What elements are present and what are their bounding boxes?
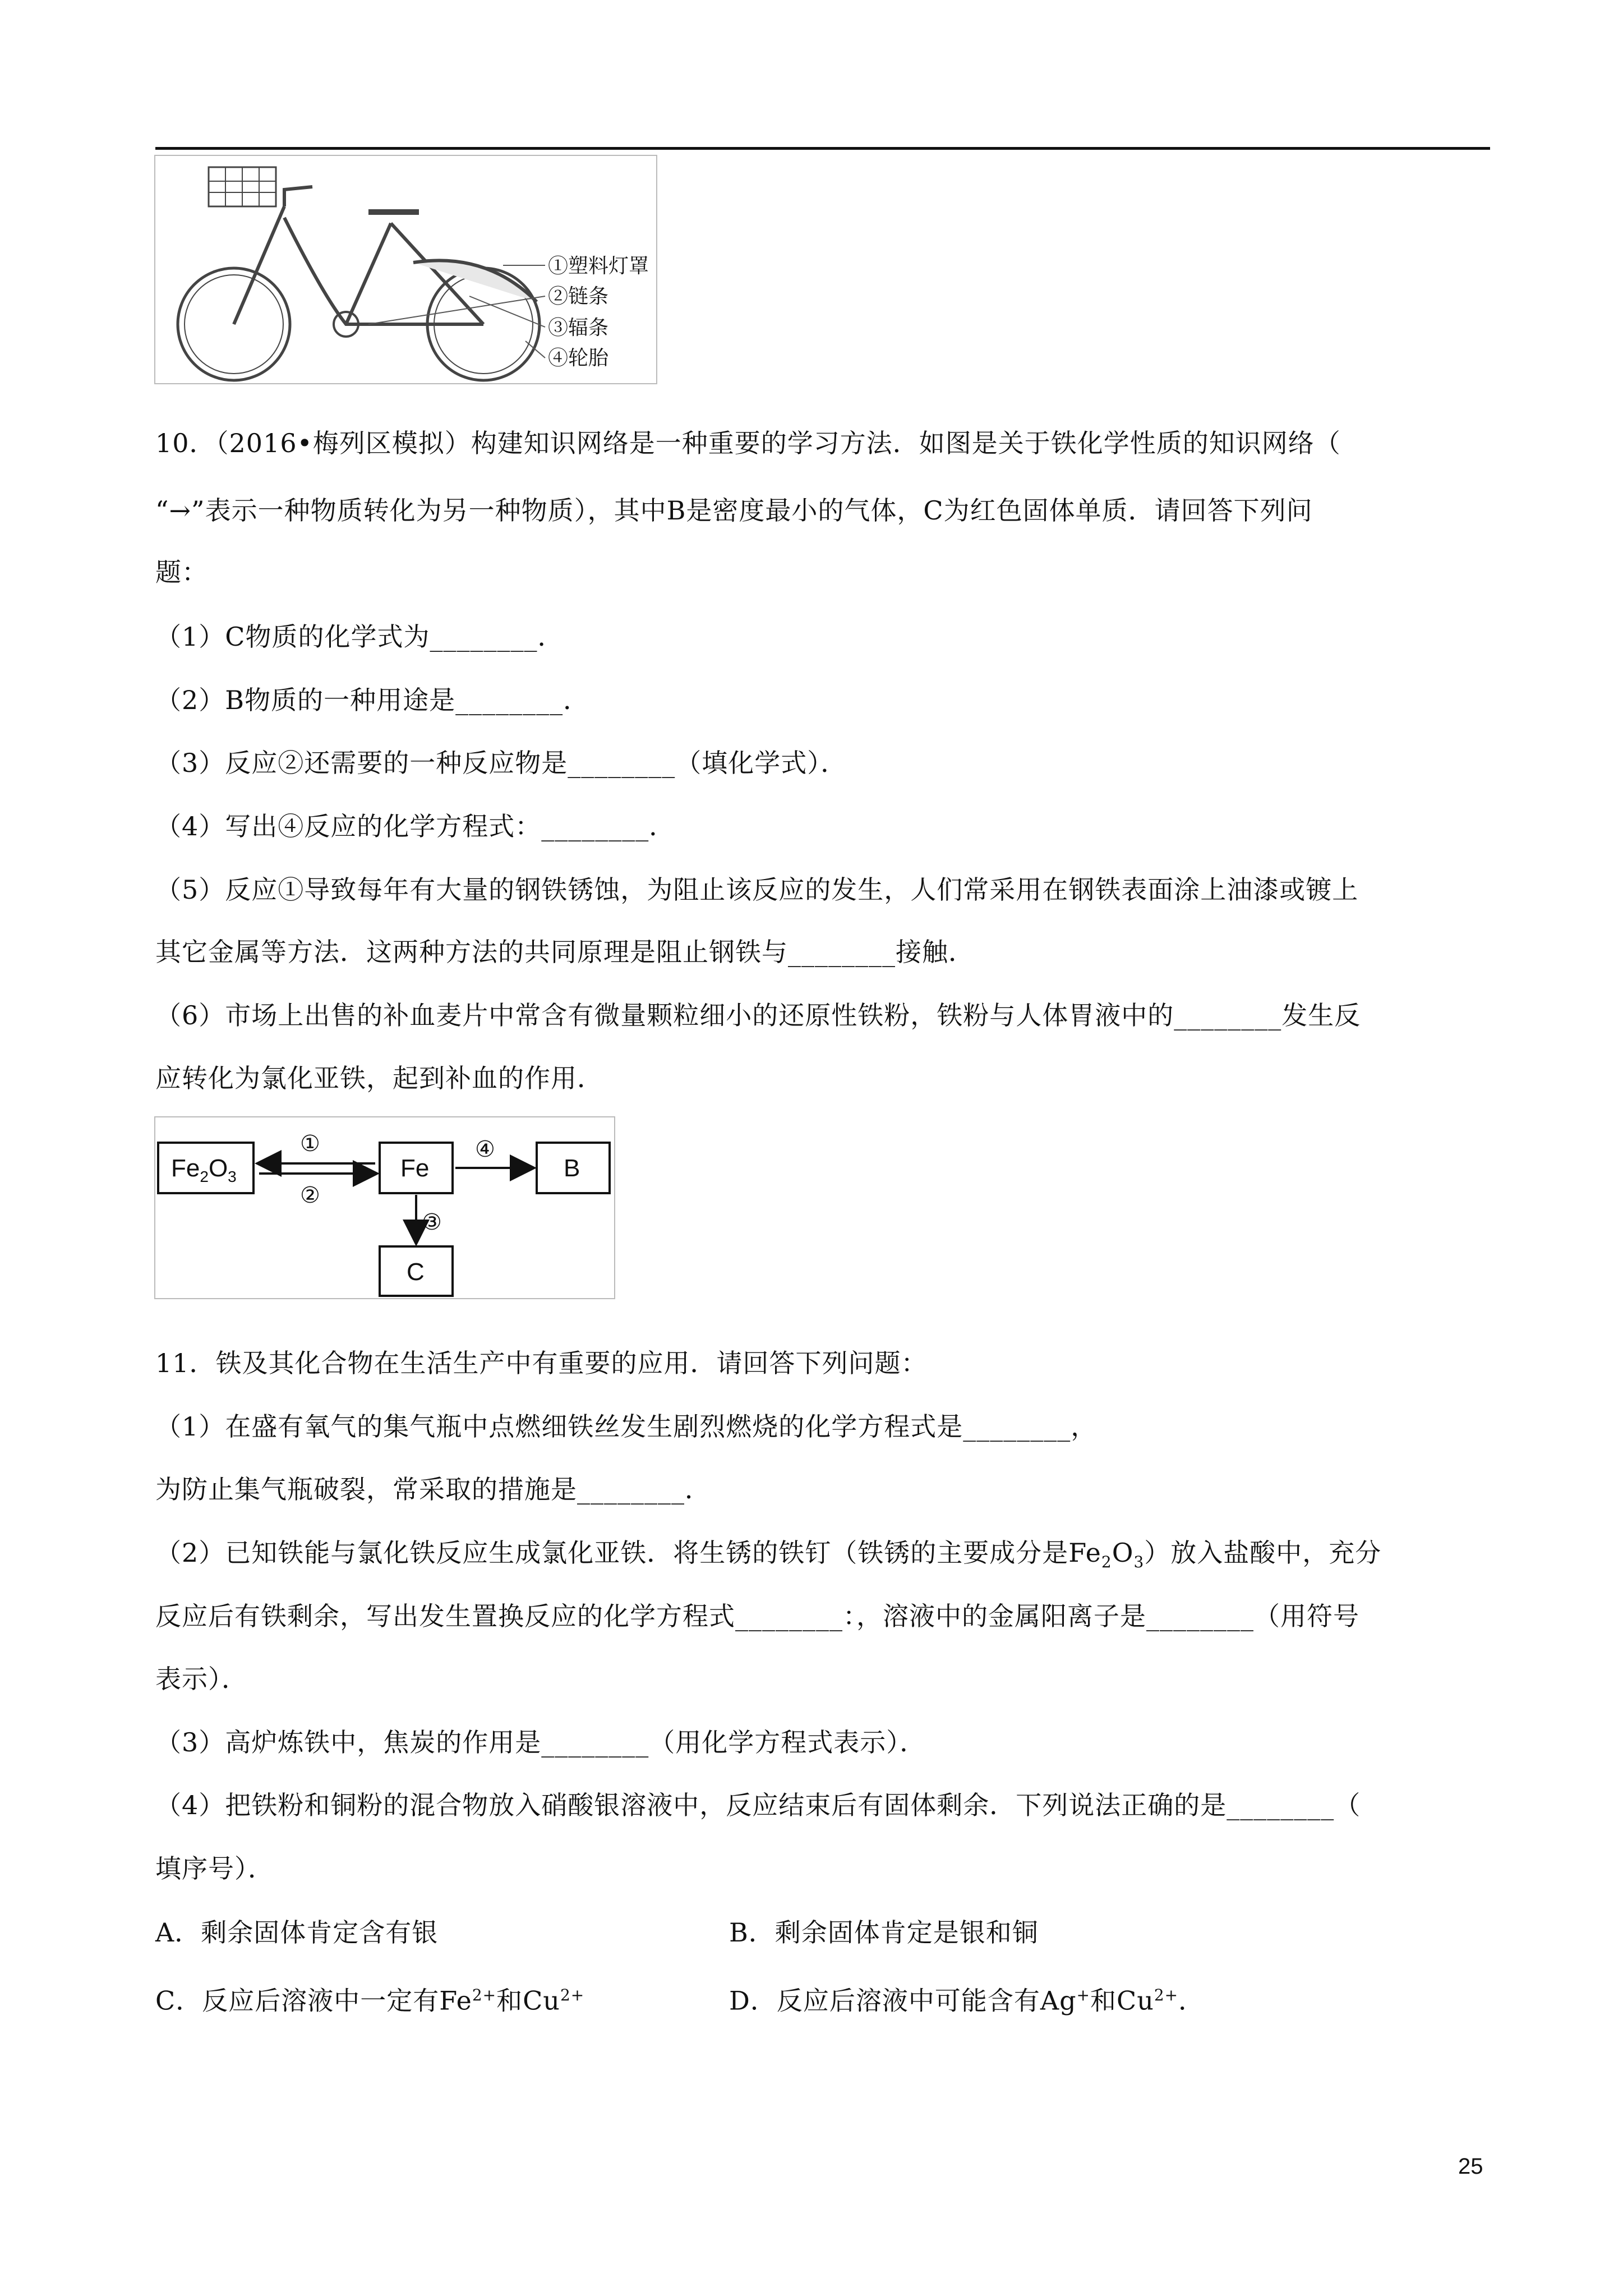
- q11-option-d: D．反应后溶液中可能含有Ag+和$Cu^{2+}$．: [729, 1985, 1205, 2016]
- q10-stem-line3: 题：: [155, 557, 208, 587]
- bicycle-drawing: [155, 156, 656, 383]
- q10-part1: （1）C物质的化学式为________．: [155, 622, 564, 652]
- bike-label-3: ③辐条: [548, 316, 609, 339]
- reaction-4-label: ④: [475, 1137, 495, 1162]
- reaction-3-label: ③: [422, 1210, 442, 1235]
- reaction-2-label: ②: [300, 1183, 320, 1208]
- q11-option-b: B．剩余固体肯定是银和铜: [729, 1917, 1039, 1948]
- q11-option-a: A．剩余固体肯定含有银: [155, 1917, 439, 1948]
- q11-part3: （3）高炉炼铁中，焦炭的作用是________（用化学方程式表示）．: [155, 1727, 926, 1757]
- page-number: 25: [1458, 2154, 1483, 2179]
- q11-part1-line1: （1）在盛有氧气的集气瓶中点燃细铁丝发生剧烈燃烧的化学方程式是________，: [155, 1411, 1098, 1442]
- fe-label: Fe: [400, 1154, 430, 1182]
- q10-part6-line1: （6）市场上出售的补血麦片中常含有微量颗粒细小的还原性铁粉，铁粉与人体胃液中的________发生反: [155, 1000, 1361, 1030]
- header-rule: [155, 147, 1490, 150]
- q11-stem: 11．铁及其化合物在生活生产中有重要的应用．请回答下列问题：: [155, 1348, 928, 1378]
- bicycle-figure: [154, 155, 657, 384]
- q11-option-c: C．反应后溶液中一定有$Fe^{2+}$和$Cu^{2+}$: [155, 1985, 585, 2016]
- q10-part3: （3）反应②还需要的一种反应物是________（填化学式）．: [155, 748, 847, 778]
- q10-part2: （2）B物质的一种用途是________．: [155, 685, 590, 715]
- iron-network-figure: [154, 1116, 615, 1299]
- q11-part2-line2: 反应后有铁剩余，写出发生置换反应的化学方程式________：，溶液中的金属阳离子是________（用符号: [155, 1601, 1359, 1631]
- q10-stem-line1: 10．（2016•梅列区模拟）构建知识网络是一种重要的学习方法．如图是关于铁化学性质的知识网络（: [155, 428, 1341, 458]
- q10-part5-line1: （5）反应①导致每年有大量的钢铁锈蚀，为阻止该反应的发生，人们常采用在钢铁表面涂上油漆或镀上: [155, 875, 1359, 905]
- q11-part1-line2: 为防止集气瓶破裂，常采取的措施是________．: [155, 1474, 711, 1504]
- q11-part2-line3: 表示）．: [155, 1664, 248, 1694]
- q10-part5-line2: 其它金属等方法．这两种方法的共同原理是阻止钢铁与________接触．: [155, 937, 975, 967]
- b-label: B: [564, 1154, 580, 1182]
- bike-label-4: ④轮胎: [548, 346, 609, 369]
- reaction-1-label: ①: [300, 1131, 320, 1156]
- q10-part4: （4）写出④反应的化学方程式：________．: [155, 811, 676, 841]
- bike-label-1: ①塑料灯罩: [548, 254, 649, 277]
- q11-part2-line1: （2）已知铁能与氯化铁反应生成氯化亚铁．将生锈的铁钉（铁锈的主要成分是$Fe_2O_3$）放入盐酸中，充分: [155, 1538, 1382, 1572]
- q10-part6-line2: 应转化为氯化亚铁，起到补血的作用．: [155, 1063, 603, 1093]
- q11-part4-line1: （4）把铁粉和铜粉的混合物放入硝酸银溶液中，反应结束后有固体剩余．下列说法正确的是________（: [155, 1790, 1361, 1820]
- q10-stem-line2: “→”表示一种物质转化为另一种物质），其中B是密度最小的气体，C为红色固体单质．请回答下列问: [155, 495, 1313, 526]
- q11-part4-line2: 填序号）．: [155, 1853, 274, 1884]
- bike-label-2: ②链条: [548, 284, 609, 307]
- fe2o3-label: $Fe_2O_3$: [171, 1154, 237, 1185]
- c-label: C: [407, 1258, 425, 1286]
- iron-network-diagram: [155, 1117, 614, 1298]
